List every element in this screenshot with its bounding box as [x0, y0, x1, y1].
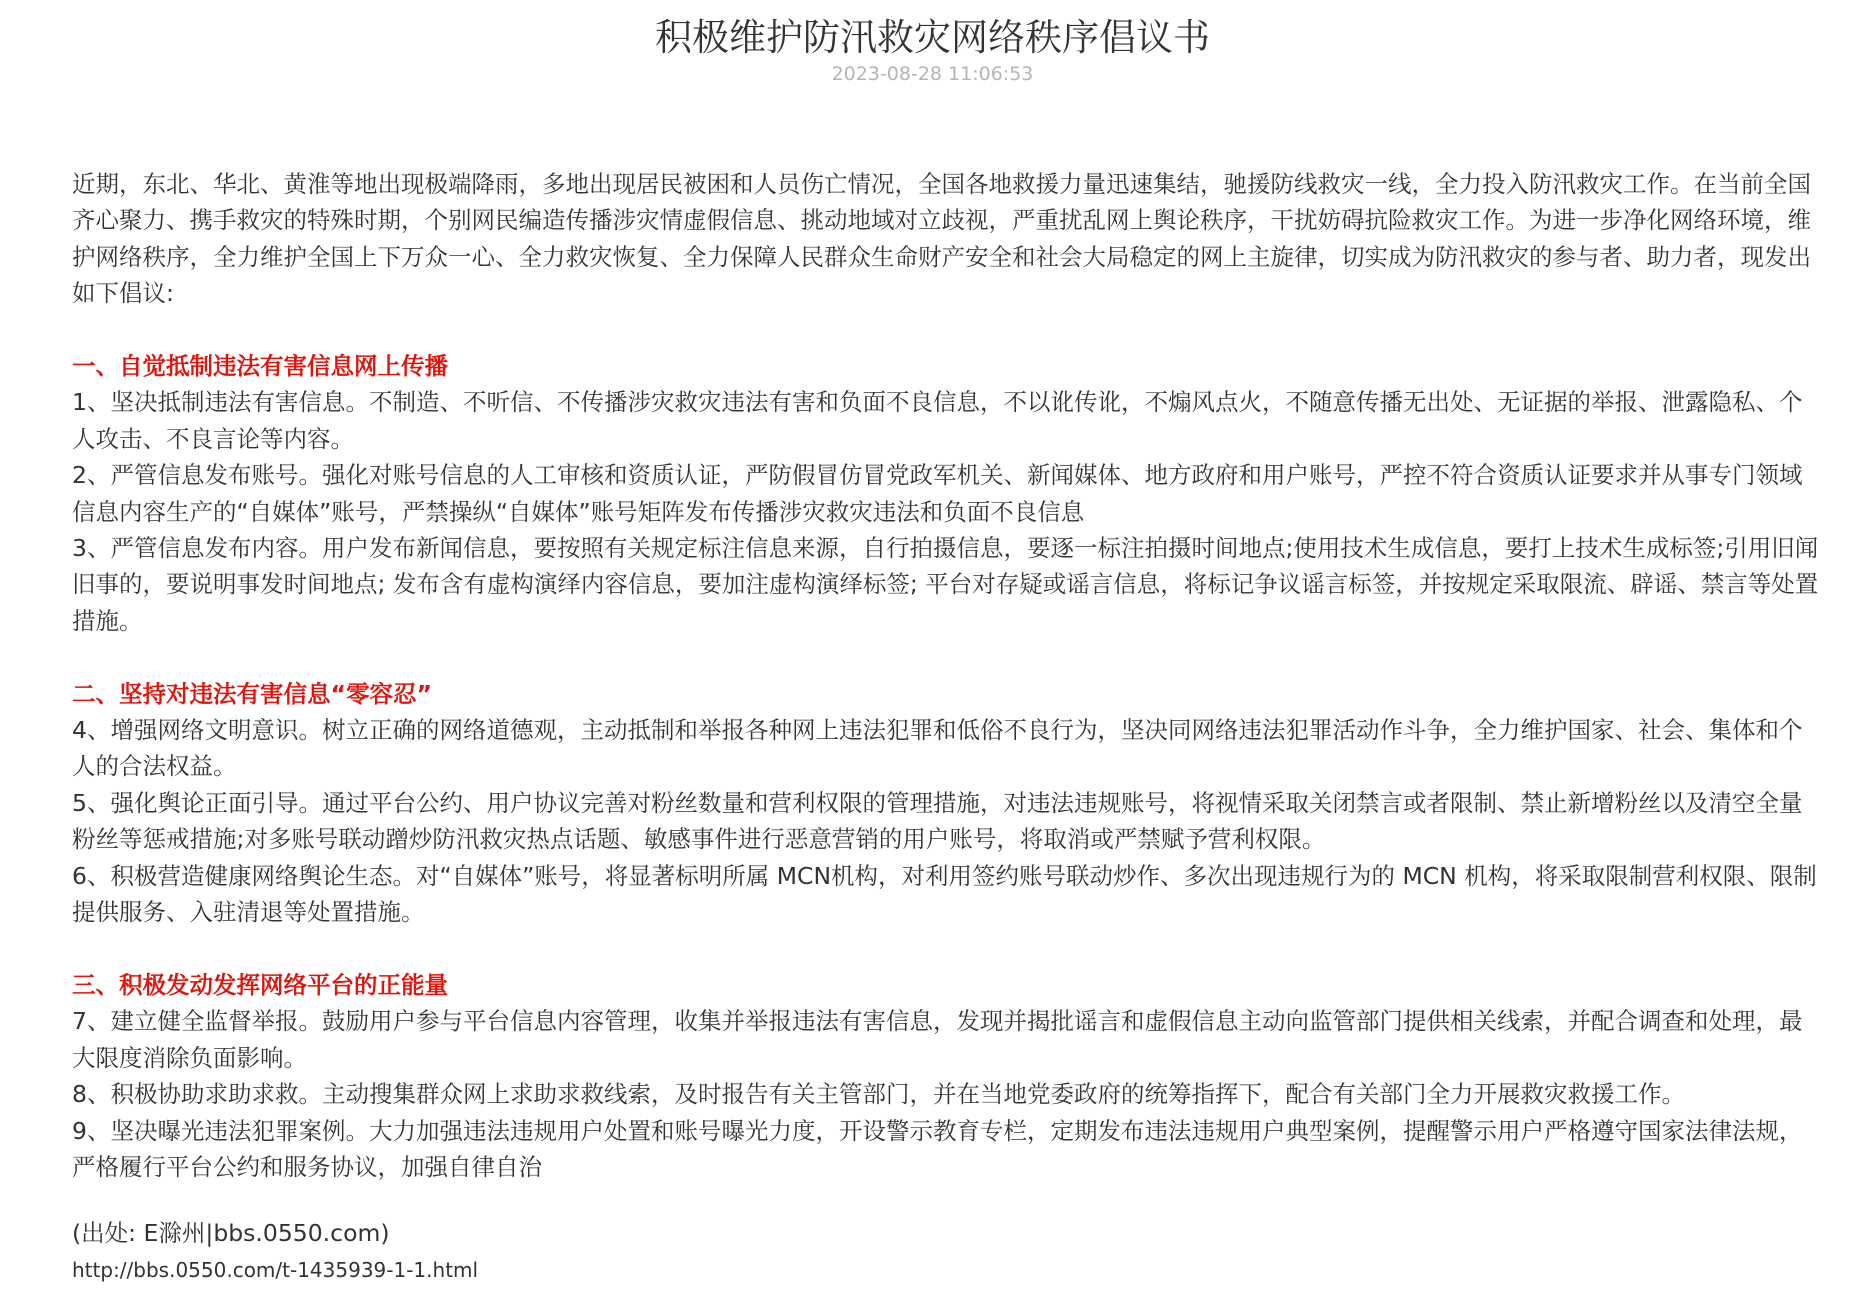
article-title: 积极维护防汛救灾网络秩序倡议书 [655, 16, 1210, 59]
list-item: 5、强化舆论正面引导。通过平台公约、用户协议完善对粉丝数量和营利权限的管理措施，对违法违规账号，将视情采取关闭禁言或者限制、禁止新增粉丝以及清空全量粉丝等惩戒措施;对多账号联动蹭炒防汛救灾热点话题、敏感事件进行恶意营销的用户账号，将取消或严禁赋予营利权限。 [72, 788, 1803, 854]
list-item: 7、建立健全监督举报。鼓励用户参与平台信息内容管理，收集并举报违法有害信息，发现并揭批谣言和虚假信息主动向监管部门提供相关线索，并配合调查和处理，最大限度消除负面影响。 [72, 1007, 1803, 1072]
article-body [72, 166, 1822, 1185]
section-spacer [72, 639, 1822, 675]
list-item: 8、积极协助求助求救。主动搜集群众网上求助求救线索，及时报告有关主管部门，并在当地党委政府的统筹指挥下，配合有关部门全力开展救灾救援工作。 [72, 1080, 1685, 1109]
section-spacer [72, 931, 1822, 967]
section-spacer [72, 312, 1822, 348]
source-attribution: (出处: E滁州|bbs.0550.com) [72, 1219, 390, 1247]
list-item: 4、增强网络文明意识。树立正确的网络道德观，主动抵制和举报各种网上违法犯罪和低俗不良行为，坚决同网络违法犯罪活动作斗争，全力维护国家、社会、集体和个人的合法权益。 [72, 716, 1803, 781]
list-item: 1、坚决抵制违法有害信息。不制造、不听信、不传播涉灾救灾违法有害和负面不良信息，不以讹传讹，不煽风点火，不随意传播无出处、无证据的举报、泄露隐私、个人攻击、不良言论等内容。 [72, 388, 1803, 453]
source-url-link[interactable]: http://bbs.0550.com/t-1435939-1-1.html [72, 1258, 479, 1282]
intro-paragraph: 近期，东北、华北、黄淮等地出现极端降雨，多地出现居民被困和人员伤亡情况，全国各地救援力量迅速集结，驰援防线救灾一线，全力投入防汛救灾工作。在当前全国齐心聚力、携手救灾的特殊时期，个别网民编造传播涉灾情虚假信息、挑动地域对立歧视，严重扰乱网上舆论秩序，干扰妨碍抗险救灾工作。为进一步净化网络环境，维护网络秩序，全力维护全国上下万众一心、全力救灾恢复、全力保障人民群众生命财产安全和社会大局稳定的网上主旋律，切实成为防汛救灾的参与者、助力者，现发出如下倡议: [72, 170, 1811, 308]
section-heading-1: 一、自觉抵制违法有害信息网上传播 [72, 352, 448, 381]
list-item: 6、积极营造健康网络舆论生态。对“自媒体”账号，将显著标明所属 MCN机构，对利用签约账号联动炒作、多次出现违规行为的 MCN 机构，将采取限制营利权限、限制提供服务、入驻清退等处置措施。 [72, 861, 1817, 927]
list-item: 9、坚决曝光违法犯罪案例。大力加强违法违规用户处置和账号曝光力度，开设警示教育专栏，定期发布违法违规用户典型案例，提醒警示用户严格遵守国家法律法规，严格履行平台公约和服务协议，加强自律自治 [72, 1116, 1803, 1181]
article-datetime: 2023-08-28 11:06:53 [831, 63, 1034, 85]
section-heading-3: 三、积极发动发挥网络平台的正能量 [72, 970, 448, 999]
list-item: 2、严管信息发布账号。强化对账号信息的人工审核和资质认证，严防假冒仿冒党政军机关、新闻媒体、地方政府和用户账号，严控不符合资质认证要求并从事专门领域信息内容生产的“自媒体”账号，严禁操纵“自媒体”账号矩阵发布传播涉灾救灾违法和负面不良信息 [72, 461, 1803, 526]
section-heading-2: 二、坚持对违法有害信息“零容忍” [72, 679, 432, 708]
list-item: 3、严管信息发布内容。用户发布新闻信息，要按照有关规定标注信息来源，自行拍摄信息，要逐一标注拍摄时间地点;使用技术生成信息，要打上技术生成标签;引用旧闻旧事的，要说明事发时间地点; 发布含有虚构演绎内容信息，要加注虚构演绎标签; 平台对存疑或谣言信息，将标记争议谣言标签，并按规定采取限流、辟谣、禁言等处置措施。 [72, 534, 1819, 635]
